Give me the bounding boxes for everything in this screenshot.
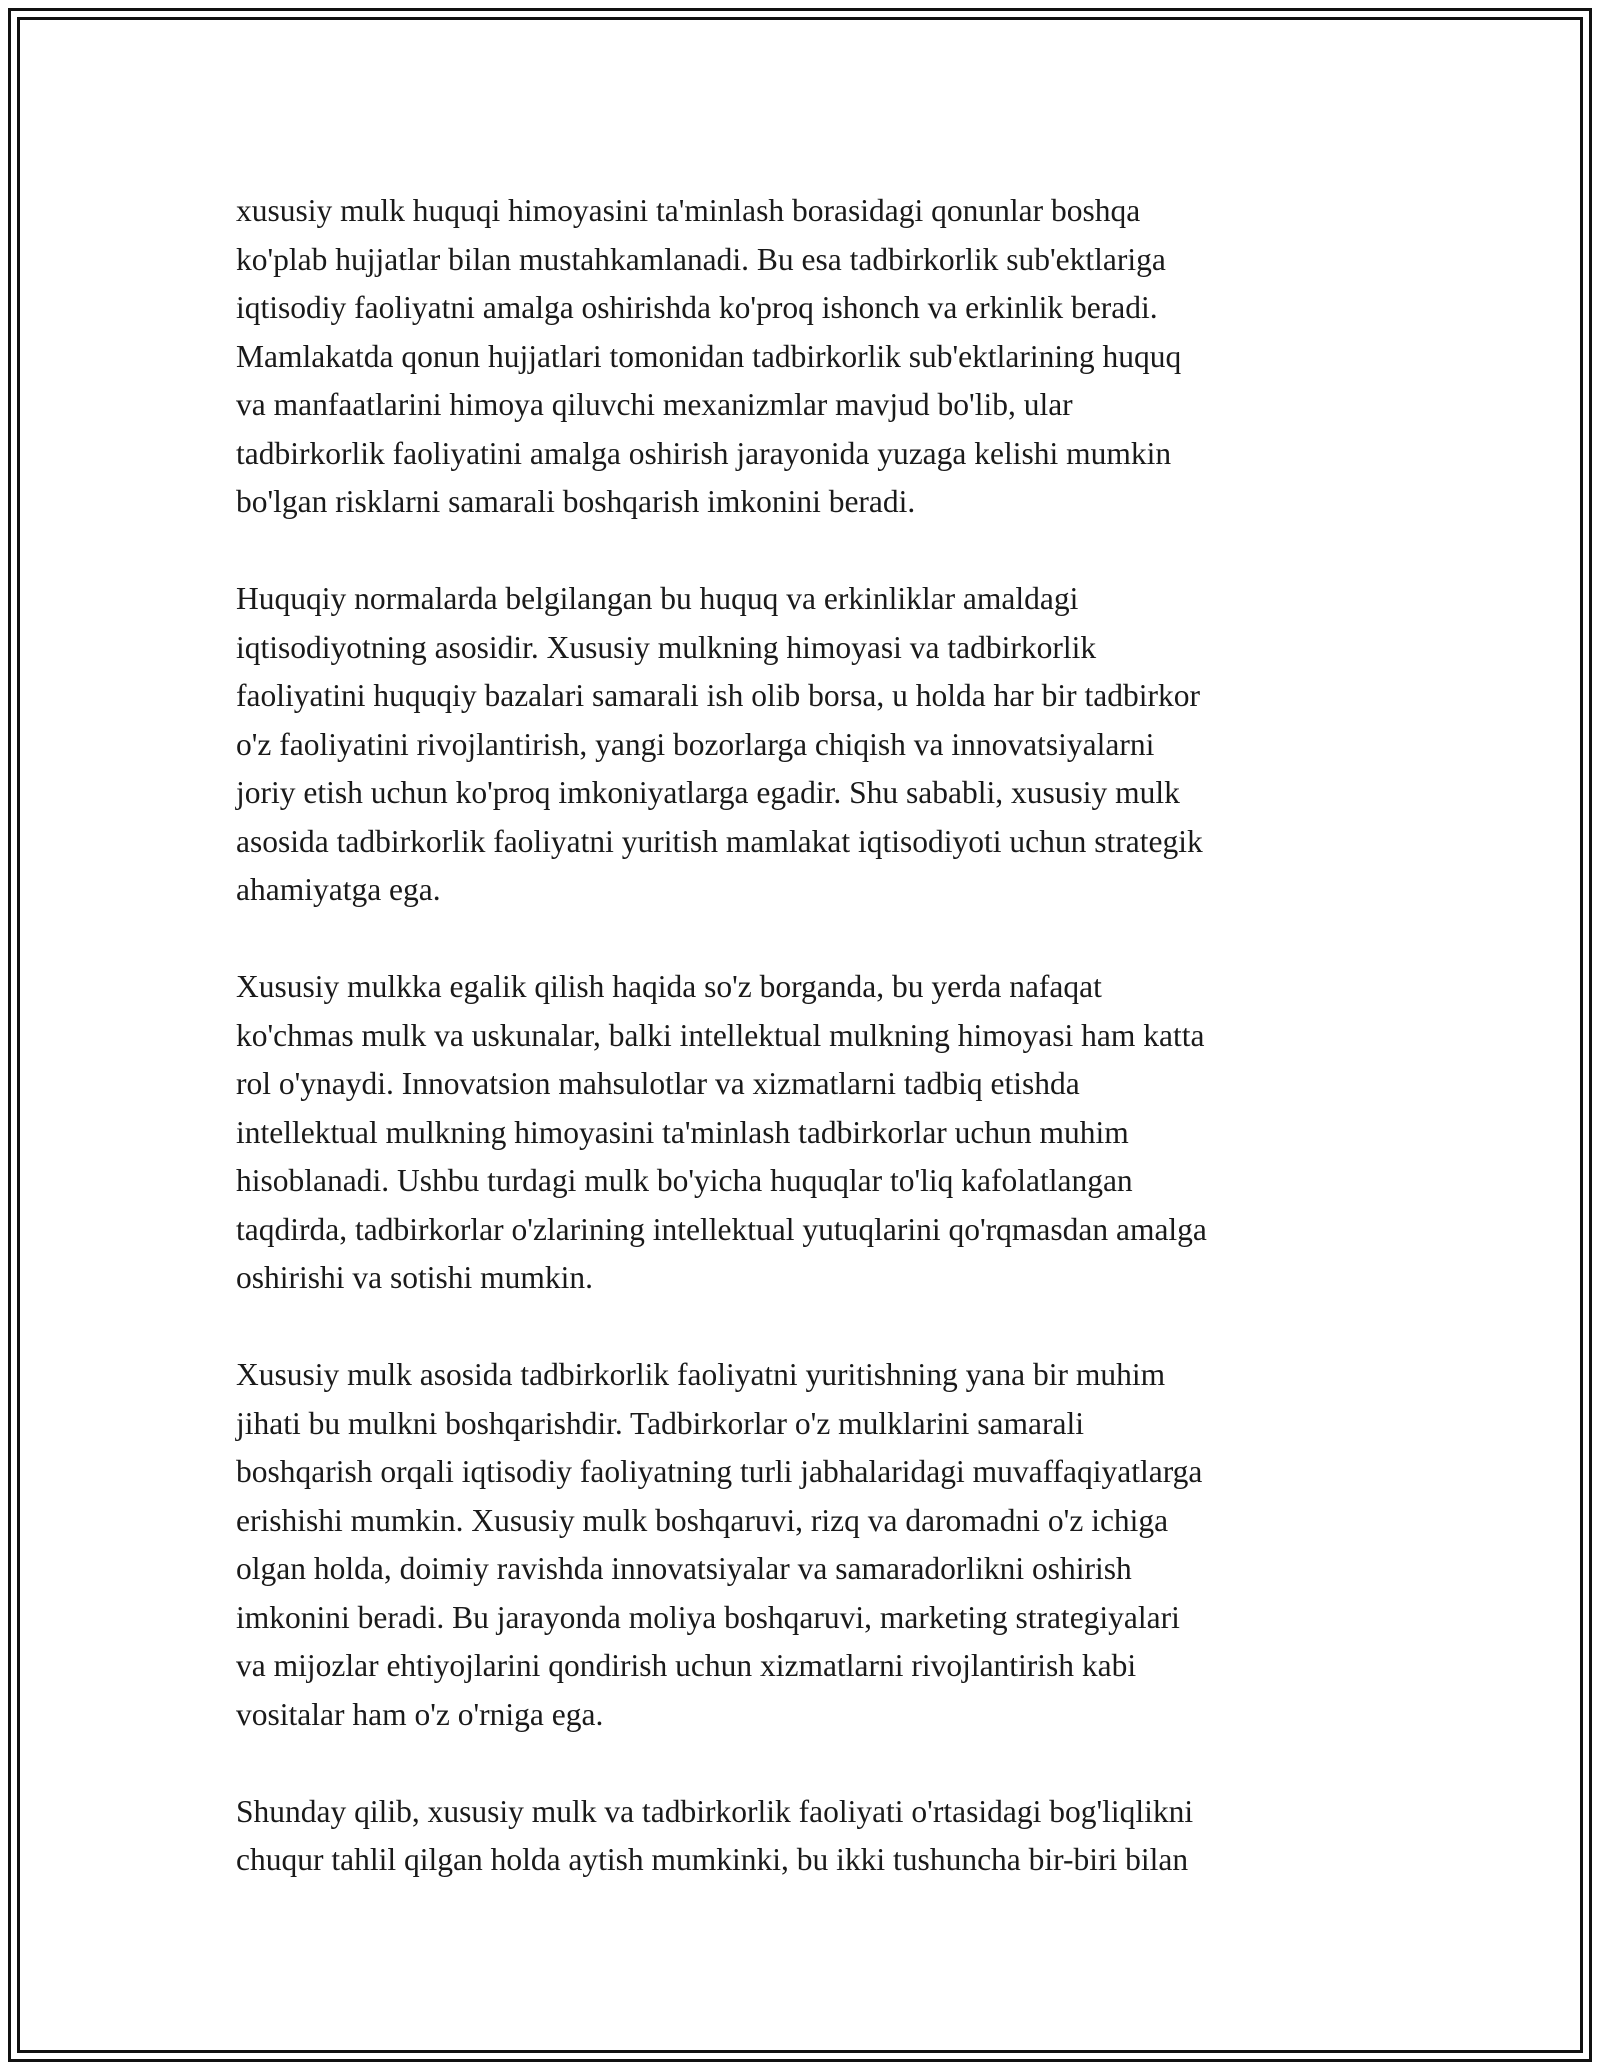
text-line: hisoblanadi. Ushbu turdagi mulk bo'yicha huquqlar to'liq kafolatlangan [236,1163,1133,1198]
text-line: iqtisodiyotning asosidir. Xususiy mulkning himoyasi va tadbirkorlik [236,629,1097,665]
text-line: Mamlakatda qonun hujjatlari tomonidan tadbirkorlik sub'ektlarining huquq [236,338,1182,374]
text-line: vositalar ham o'z o'rniga ega. [236,1696,604,1732]
document-body [236,187,1376,1885]
text-line: va mijozlar ehtiyojlarini qondirish uchun xizmatlarni rivojlantirish kabi [236,1648,1137,1683]
text-line: taqdirda, tadbirkorlar o'zlarining intellektual yutuqlarini qo'rqmasdan amalga [236,1211,1207,1247]
paragraph-3 [236,963,1376,1303]
paragraph-2 [236,575,1376,915]
text-line: bo'lgan risklarni samarali boshqarish imkonini beradi. [236,484,916,519]
text-line: boshqarish orqali iqtisodiy faoliyatning turli jabhalaridagi muvaffaqiyatlarga [236,1454,1203,1489]
text-line: faoliyatini huquqiy bazalari samarali ish olib borsa, u holda har bir tadbirkor [236,678,1200,713]
text-line: chuqur tahlil qilgan holda aytish mumkinki, bu ikki tushuncha bir-biri bilan [236,1842,1189,1877]
text-line: ko'plab hujjatlar bilan mustahkamlanadi. Bu esa tadbirkorlik sub'ektlariga [236,241,1166,277]
text-line: xususiy mulk huquqi himoyasini ta'minlash borasidagi qonunlar boshqa [236,193,1141,228]
text-line: o'z faoliyatini rivojlantirish, yangi bozorlarga chiqish va innovatsiyalarni [236,726,1155,762]
paragraph-4 [236,1351,1376,1739]
text-line: intellektual mulkning himoyasini ta'minlash tadbirkorlar uchun muhim [236,1114,1129,1150]
text-line: olgan holda, doimiy ravishda innovatsiyalar va samaradorlikni oshirish [236,1551,1132,1586]
text-line: va manfaatlarini himoya qiluvchi mexanizmlar mavjud bo'lib, ular [236,387,1073,422]
text-line: oshirishi va sotishi mumkin. [236,1260,594,1295]
text-line: iqtisodiy faoliyatni amalga oshirishda ko'proq ishonch va erkinlik beradi. [236,290,1158,325]
text-line: ko'chmas mulk va uskunalar, balki intellektual mulkning himoyasi ham katta [236,1017,1205,1053]
text-line: imkonini beradi. Bu jarayonda moliya boshqaruvi, marketing strategiyalari [236,1599,1180,1635]
text-line: rol o'ynaydi. Innovatsion mahsulotlar va xizmatlarni tadbiq etishda [236,1066,1080,1101]
text-line: Shunday qilib, xususiy mulk va tadbirkorlik faoliyati o'rtasidagi bog'liqlikni [236,1793,1194,1829]
text-line: tadbirkorlik faoliyatini amalga oshirish jarayonida yuzaga kelishi mumkin [236,435,1172,471]
text-line: joriy etish uchun ko'proq imkoniyatlarga egadir. Shu sababli, xususiy mulk [236,775,1180,810]
text-line: asosida tadbirkorlik faoliyatni yuritish mamlakat iqtisodiyoti uchun strategik [236,823,1203,859]
text-line: jihati bu mulkni boshqarishdir. Tadbirkorlar o'z mulklarini samarali [236,1405,1084,1441]
text-line: erishishi mumkin. Xususiy mulk boshqaruvi, rizq va daromadni o'z ichiga [236,1502,1169,1538]
text-line: Xususiy mulk asosida tadbirkorlik faoliyatni yuritishning yana bir muhim [236,1357,1166,1392]
text-line: Huquqiy normalarda belgilangan bu huquq va erkinliklar amaldagi [236,581,1079,616]
text-line: Xususiy mulkka egalik qilish haqida so'z borganda, bu yerda nafaqat [236,969,1102,1004]
text-line: ahamiyatga ega. [236,872,441,907]
paragraph-1 [236,187,1376,527]
paragraph-5 [236,1788,1376,1885]
